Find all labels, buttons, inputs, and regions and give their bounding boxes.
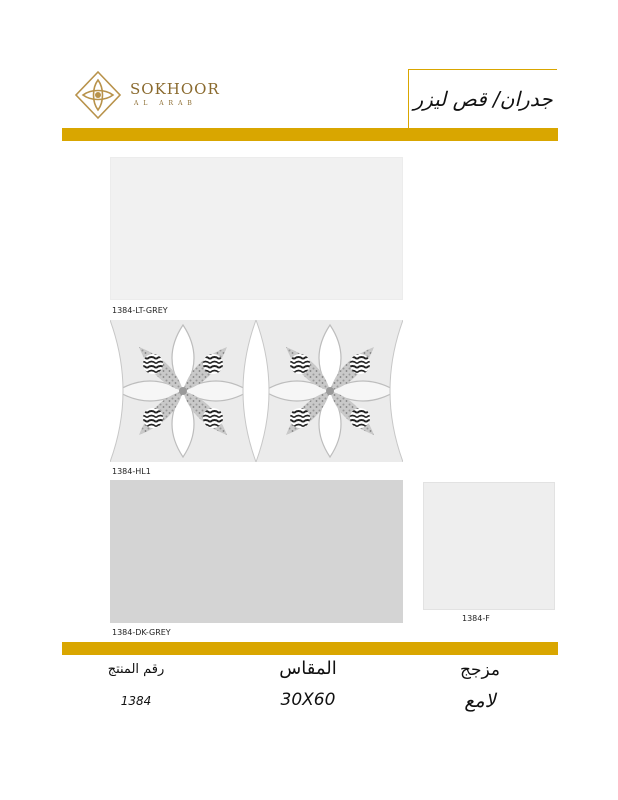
- brand-name: SOKHOOR: [130, 80, 220, 98]
- tile-highlighter-pattern: [110, 320, 403, 462]
- category-title: جدران/ قص ليزر: [408, 69, 557, 128]
- tile-highlighter-label: 1384-HL1: [112, 467, 151, 476]
- product-code-value: 1384: [120, 694, 152, 708]
- diamond-ornament-logo-icon: [72, 70, 124, 120]
- tile-floor: [423, 482, 555, 610]
- bottom-divider-bar: [62, 642, 558, 655]
- tile-light-grey: [110, 157, 403, 300]
- tile-dark-grey-label: 1384-DK-GREY: [112, 628, 171, 637]
- top-divider-bar: [62, 128, 558, 141]
- size-value: 30X60: [280, 690, 336, 710]
- tile-floor-label: 1384-F: [462, 614, 490, 623]
- finish-value: لامع: [464, 690, 496, 712]
- finish-heading: مزجج: [460, 660, 500, 680]
- brand-subtitle: AL ARAB: [134, 100, 197, 107]
- product-code-heading: رقم المنتج: [107, 662, 165, 677]
- company-logo: [72, 70, 232, 120]
- size-heading: المقاس: [279, 658, 337, 679]
- tile-light-grey-label: 1384-LT-GREY: [112, 306, 168, 315]
- tile-dark-grey: [110, 480, 403, 623]
